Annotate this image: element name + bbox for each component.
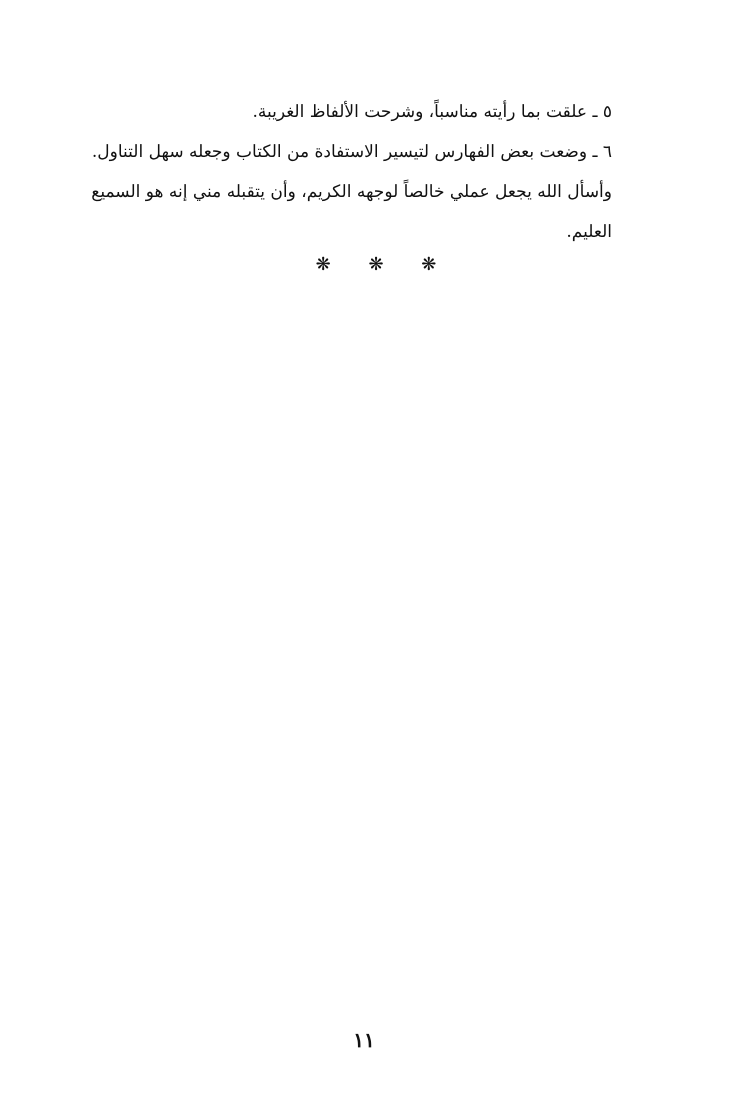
separator-asterisk: ❋ [315,254,331,275]
closing-paragraph [92,172,612,252]
closing-paragraph-line-1: وأسأل الله يجعل عملي خالصاً لوجهه الكريم، وأن يتقبله مني إنه هو السميع [91,182,612,202]
separator-asterisk: ❋ [421,254,437,275]
body-text [92,92,612,252]
list-item-5: ٥ ـ علقت بما رأيته مناسباً، وشرحت الألفاظ الغريبة. [252,102,612,122]
closing-paragraph-line-2: العليم. [566,222,612,242]
list-item-6: ٦ ـ وضعت بعض الفهارس لتيسير الاستفادة من الكتاب وجعله سهل التناول. [91,142,612,162]
page-number: ١١ [353,1028,375,1052]
separator-asterisk: ❋ [368,254,384,275]
section-separator [0,254,752,275]
